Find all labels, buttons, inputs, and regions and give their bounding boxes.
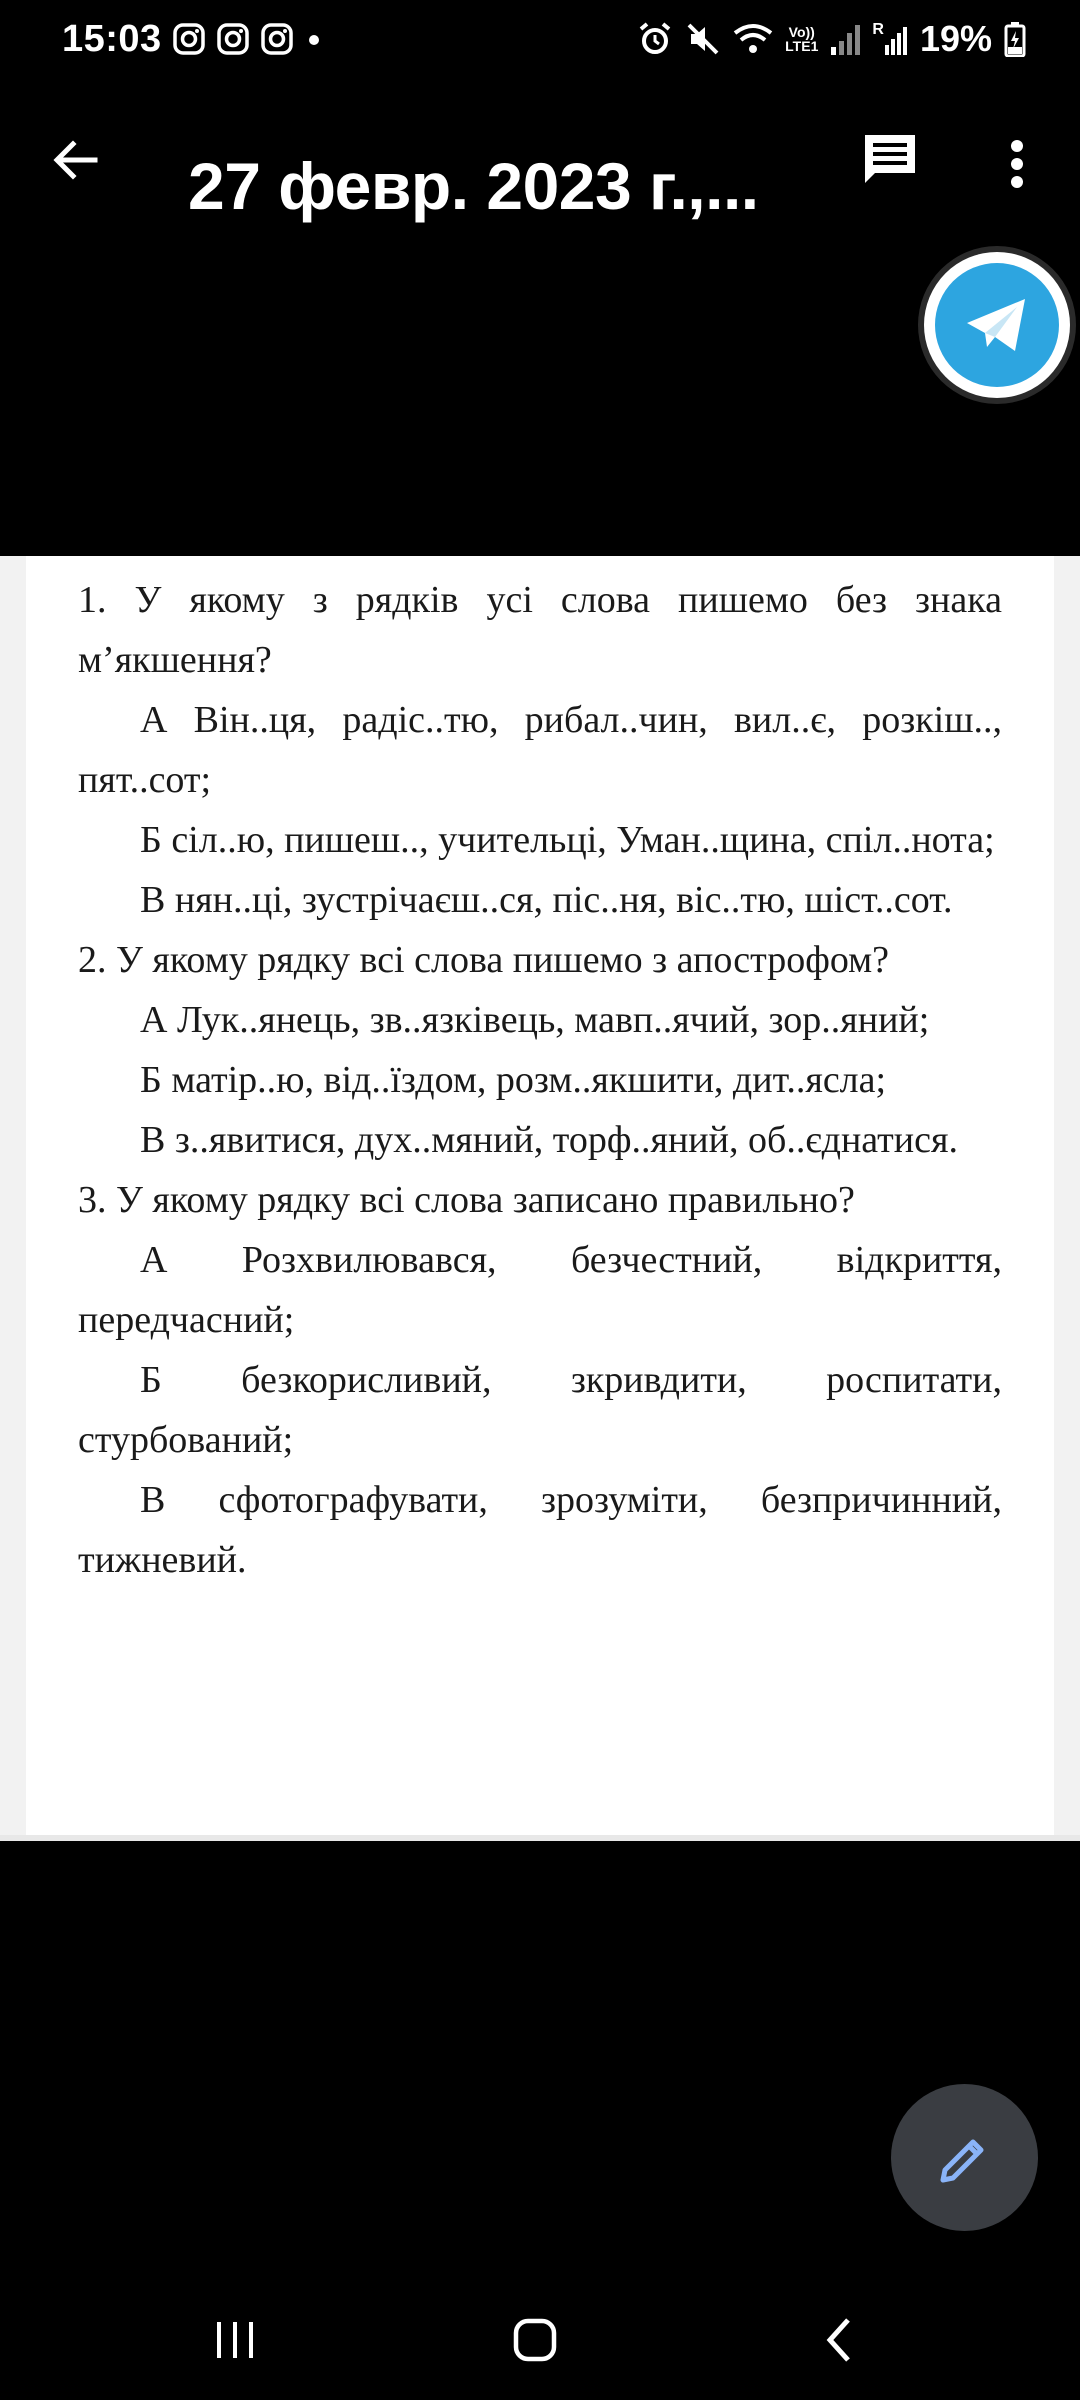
home-icon [512,2317,558,2363]
back-nav-button[interactable] [780,2280,900,2400]
signal-icon [830,23,860,55]
answer-option: Б матір..ю, від..їздом, розм..якшити, дит..ясла; [140,1059,887,1101]
more-options-button[interactable] [992,124,1042,204]
recent-apps-button[interactable] [175,2280,295,2400]
answer-option: Б сіл..ю, пишеш.., учительці, Уман..щина, спіл..нота; [140,819,995,861]
paper-plane-icon [957,285,1037,365]
more-vert-icon [1009,139,1025,189]
signal-icon [884,23,908,55]
mute-icon [685,21,721,57]
page-margin [0,556,26,1835]
document-text [78,570,1002,1590]
status-time: 15:03 [62,18,162,60]
question-text: 1. У якому з рядків усі слова пишемо без знака м’якшення? [78,579,1002,681]
answer-option: В нян..ці, зустрічаєш..ся, піс..ня, віс..тю, шіст..сот. [140,879,953,921]
status-notifications [172,22,324,56]
battery-charging-icon [1004,21,1026,57]
arrow-left-icon [51,136,99,184]
answer-option: А Розхвилювався, безчестний, відкриття, передчасний; [78,1239,1002,1341]
alarm-icon [637,21,673,57]
edit-button[interactable] [891,2084,1038,2231]
pencil-icon [937,2130,993,2186]
status-indicators [637,18,1026,60]
answer-option: А Лук..янець, зв..язківець, мавп..ячий, зор..яний; [140,999,930,1041]
page-margin [1054,556,1080,1835]
roaming-indicator: R [872,23,908,55]
answer-option: Б безкорисливий, зкривдити, роспитати, стурбований; [78,1359,1002,1461]
instagram-icon [172,22,206,56]
wifi-icon [733,21,773,57]
recents-icon [213,2318,257,2362]
instagram-icon [216,22,250,56]
status-bar [0,0,1080,80]
back-button[interactable] [40,125,110,195]
answer-option: В з..явитися, дух..мяний, торф..яний, об..єднатися. [140,1119,958,1161]
battery-percent: 19% [919,18,992,59]
app-bar [0,110,1080,270]
chevron-left-icon [820,2316,860,2364]
comment-icon [861,131,919,189]
telegram-icon [935,263,1059,387]
answer-option: А Він..ця, радіс..тю, рибал..чин, вил..є, розкіш.., пят..сот; [78,699,1002,801]
dot-icon [304,22,324,56]
home-button[interactable] [475,2280,595,2400]
page-title: 27 февр. 2023 г.,... [188,149,759,223]
question-text: 3. У якому рядку всі слова записано правильно? [78,1179,855,1221]
document-image[interactable] [0,556,1080,1841]
navigation-bar [0,2280,1080,2400]
instagram-icon [260,22,294,56]
question-text: 2. У якому рядку всі слова пишемо з апострофом? [78,939,890,981]
comments-button[interactable] [855,120,925,200]
telegram-bubble[interactable] [924,252,1070,398]
volte-indicator: Vo)) LTE1 [785,24,819,54]
answer-option: В сфотографувати, зрозуміти, безпричинний, тижневий. [78,1479,1002,1581]
